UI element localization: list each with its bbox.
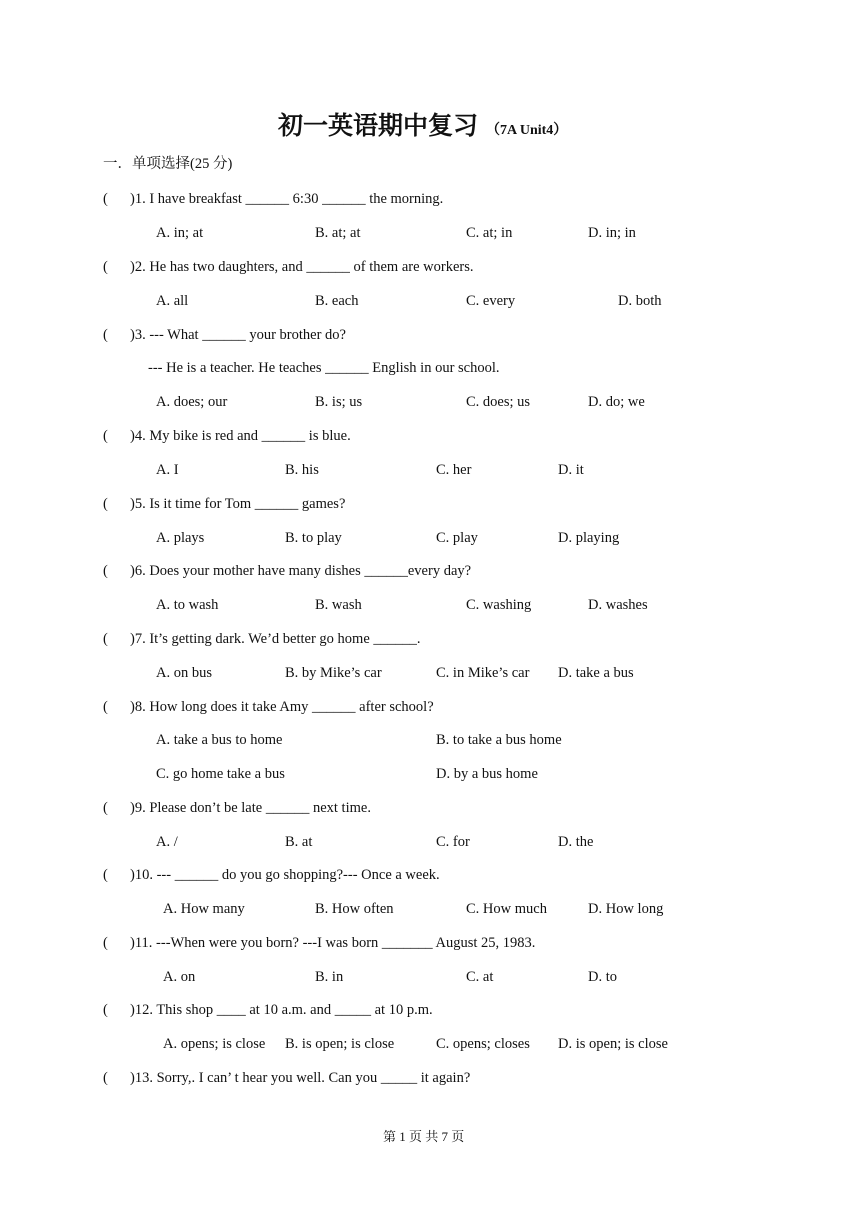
answer-bracket: ( <box>103 191 108 207</box>
section-heading: 一．单项选择(25 分) <box>103 156 233 172</box>
q11-option-c: C. at <box>466 969 494 985</box>
q6-option-b: B. wash <box>315 597 362 613</box>
answer-bracket: ( <box>103 1002 108 1018</box>
q6-option-a: A. to wash <box>156 597 219 613</box>
q10-option-a: A. How many <box>163 901 245 917</box>
q11-option-b: B. in <box>315 969 344 985</box>
answer-bracket: ( <box>103 867 108 883</box>
question-13-text: )13. Sorry,. I can’ t hear you well. Can you _____ it again? <box>130 1070 471 1086</box>
q5-option-d: D. playing <box>558 530 620 546</box>
q3-option-d: D. do; we <box>588 394 645 410</box>
q8-option-a: A. take a bus to home <box>156 732 283 748</box>
q1-option-a: A. in; at <box>156 225 204 241</box>
q12-option-b: B. is open; is close <box>285 1036 395 1052</box>
q11-option-d: D. to <box>588 969 617 985</box>
question-3-text: )3. --- What ______ your brother do? <box>130 327 346 343</box>
q3-option-c: C. does; us <box>466 394 531 410</box>
question-5-text: )5. Is it time for Tom ______ games? <box>130 496 346 512</box>
answer-bracket: ( <box>103 259 108 275</box>
q5-option-a: A. plays <box>156 530 205 546</box>
q1-option-c: C. at; in <box>466 225 513 241</box>
q6-option-c: C. washing <box>466 597 532 613</box>
q9-option-b: B. at <box>285 834 313 850</box>
q3-option-b: B. is; us <box>315 394 363 410</box>
q8-option-b: B. to take a bus home <box>436 732 562 748</box>
q10-option-d: D. How long <box>588 901 664 917</box>
page-title <box>278 114 567 139</box>
q4-option-c: C. her <box>436 462 472 478</box>
q7-option-b: B. by Mike’s car <box>285 665 382 681</box>
answer-bracket: ( <box>103 1070 108 1086</box>
question-1-text: )1. I have breakfast ______ 6:30 ______ the morning. <box>130 191 444 207</box>
question-6-text: )6. Does your mother have many dishes ______every day? <box>130 563 472 579</box>
question-7-text: )7. It’s getting dark. We’d better go home ______. <box>130 631 421 647</box>
title-main: 初一英语期中复习 <box>278 113 479 140</box>
question-11-text: )11. ---When were you born? ---I was born _______ August 25, 1983. <box>130 935 536 951</box>
question-2-text: )2. He has two daughters, and ______ of them are workers. <box>130 259 474 275</box>
q10-option-b: B. How often <box>315 901 394 917</box>
q12-option-a: A. opens; is close <box>163 1036 266 1052</box>
answer-bracket: ( <box>103 800 108 816</box>
q7-option-d: D. take a bus <box>558 665 634 681</box>
question-4-text: )4. My bike is red and ______ is blue. <box>130 428 351 444</box>
q1-option-d: D. in; in <box>588 225 636 241</box>
q2-option-a: A. all <box>156 293 189 309</box>
answer-bracket: ( <box>103 563 108 579</box>
answer-bracket: ( <box>103 935 108 951</box>
q9-option-d: D. the <box>558 834 594 850</box>
answer-bracket: ( <box>103 327 108 343</box>
question-12-text: )12. This shop ____ at 10 a.m. and _____ at 10 p.m. <box>130 1002 433 1018</box>
q4-option-d: D. it <box>558 462 584 478</box>
question-3-line2: --- He is a teacher. He teaches ______ English in our school. <box>148 360 500 376</box>
page-footer: 第 1 页 共 7 页 <box>383 1129 465 1144</box>
q3-option-a: A. does; our <box>156 394 228 410</box>
q12-option-d: D. is open; is close <box>558 1036 668 1052</box>
question-9-text: )9. Please don’t be late ______ next time. <box>130 800 371 816</box>
answer-bracket: ( <box>103 631 108 647</box>
q10-option-c: C. How much <box>466 901 547 917</box>
q9-option-a: A. / <box>156 834 178 850</box>
q9-option-c: C. for <box>436 834 470 850</box>
answer-bracket: ( <box>103 428 108 444</box>
question-10-text: )10. --- ______ do you go shopping?--- Once a week. <box>130 867 440 883</box>
q5-option-b: B. to play <box>285 530 342 546</box>
q2-option-d: D. both <box>618 293 662 309</box>
q7-option-c: C. in Mike’s car <box>436 665 530 681</box>
q4-option-b: B. his <box>285 462 319 478</box>
q7-option-a: A. on bus <box>156 665 212 681</box>
q12-option-c: C. opens; closes <box>436 1036 530 1052</box>
q11-option-a: A. on <box>163 969 196 985</box>
q8-option-c: C. go home take a bus <box>156 766 285 782</box>
answer-bracket: ( <box>103 496 108 512</box>
q8-option-d: D. by a bus home <box>436 766 538 782</box>
q4-option-a: A. I <box>156 462 179 478</box>
q2-option-b: B. each <box>315 293 359 309</box>
title-unit: （7A Unit4） <box>486 123 568 138</box>
q1-option-b: B. at; at <box>315 225 361 241</box>
question-8-text: )8. How long does it take Amy ______ after school? <box>130 699 434 715</box>
answer-bracket: ( <box>103 699 108 715</box>
q5-option-c: C. play <box>436 530 478 546</box>
q6-option-d: D. washes <box>588 597 648 613</box>
q2-option-c: C. every <box>466 293 516 309</box>
